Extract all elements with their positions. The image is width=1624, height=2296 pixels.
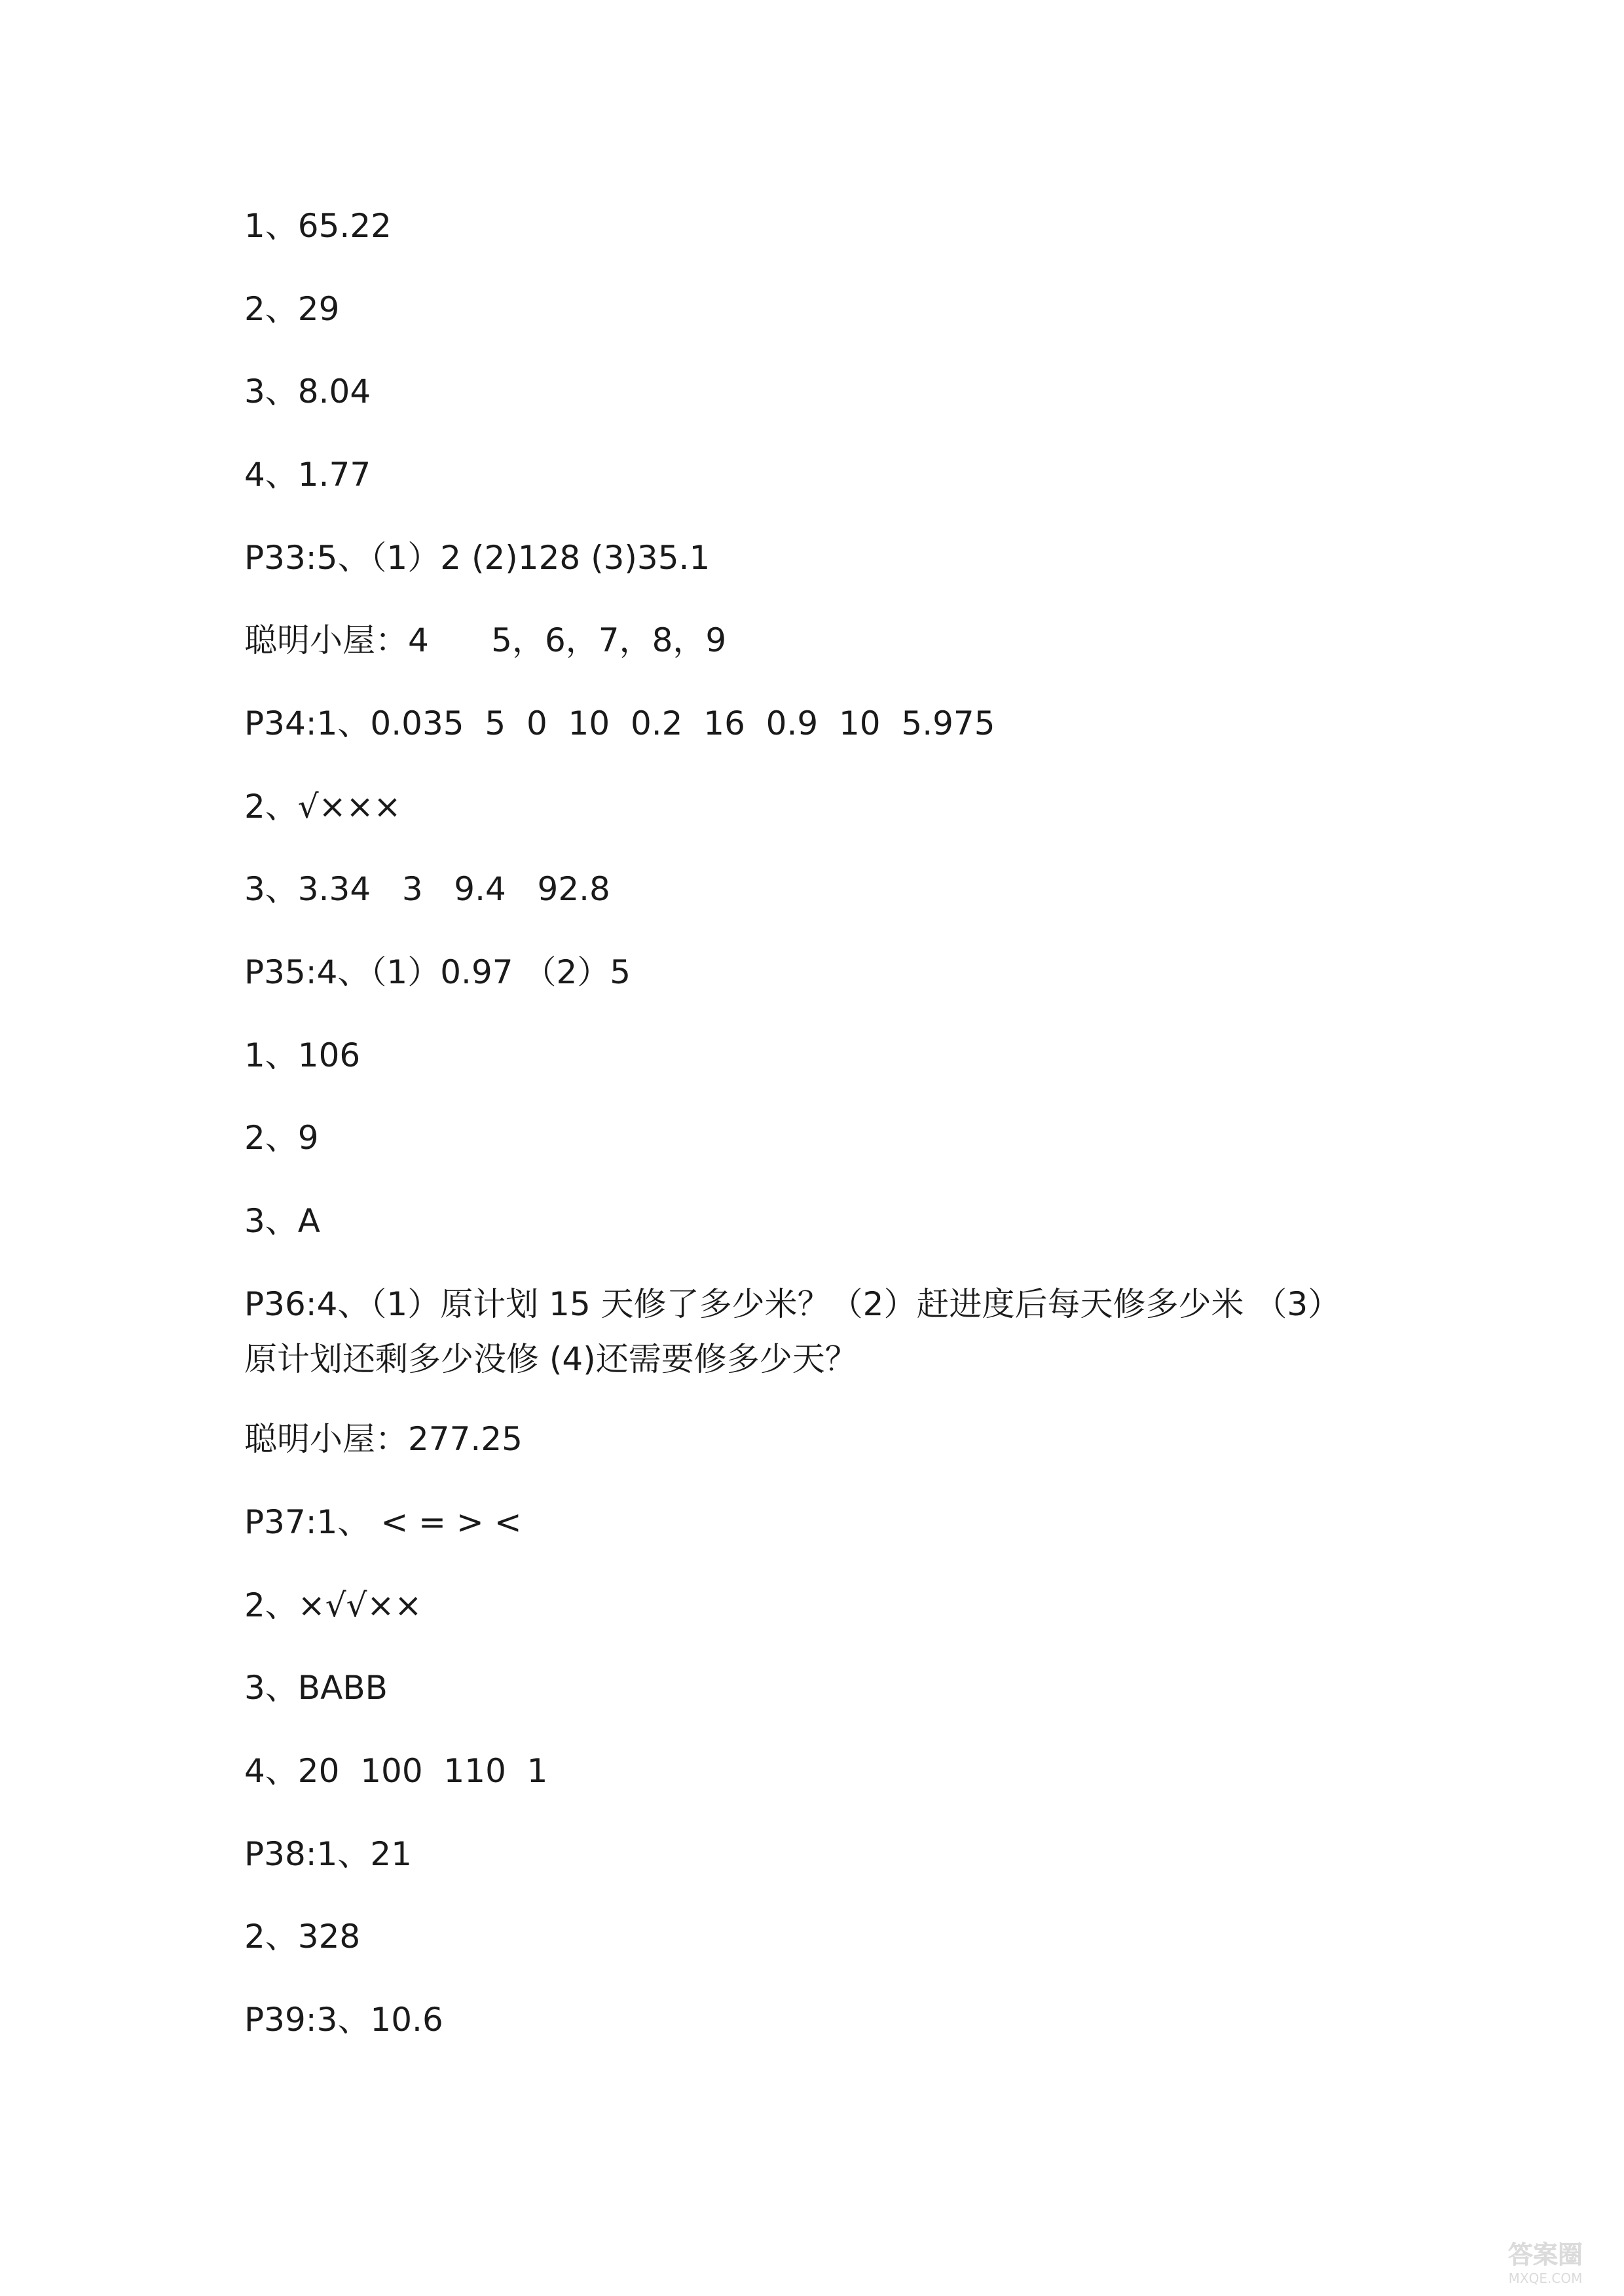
answer-line: 4、1.77 bbox=[244, 456, 371, 494]
answer-line: 2、√××× bbox=[244, 788, 401, 826]
answer-line: 1、65.22 bbox=[244, 207, 392, 245]
answer-line: P37:1、 < = > < bbox=[244, 1503, 522, 1541]
answer-line: P33:5、（1）2 (2)128 (3)35.1 bbox=[244, 539, 710, 577]
answer-line: 聪明小屋：277.25 bbox=[244, 1420, 523, 1458]
answer-line: 3、3.34 3 9.4 92.8 bbox=[244, 870, 610, 908]
answer-line: P38:1、21 bbox=[244, 1835, 413, 1873]
answer-line: 2、328 bbox=[244, 1918, 361, 1956]
answer-line: 1、106 bbox=[244, 1036, 361, 1074]
svg-text:答案圈: 答案圈 bbox=[1507, 2240, 1583, 2269]
watermark-logo bbox=[1480, 2236, 1611, 2288]
answer-line: 3、BABB bbox=[244, 1669, 388, 1707]
answer-line: P34:1、0.035 5 0 10 0.2 16 0.9 10 5.975 bbox=[244, 704, 995, 742]
answer-line: 3、A bbox=[244, 1202, 321, 1240]
watermark-logo-icon bbox=[1480, 2236, 1611, 2288]
answer-line: 2、9 bbox=[244, 1119, 319, 1157]
answer-line: 2、×√√×× bbox=[244, 1586, 422, 1624]
answer-line: 4、20 100 110 1 bbox=[244, 1752, 548, 1790]
answer-line: P35:4、（1）0.97 （2）5 bbox=[244, 953, 631, 991]
svg-text:MXQE.COM: MXQE.COM bbox=[1508, 2270, 1583, 2286]
answer-line: 3、8.04 bbox=[244, 373, 371, 410]
answer-line-wrapped: P36:4、（1）原计划 15 天修了多少米？（2）赶进度后每天修多少米 （3）原计划还剩多少没修 (4)还需要修多少天？ bbox=[244, 1285, 1341, 1378]
answer-line: 2、29 bbox=[244, 290, 340, 328]
answer-line: 聪明小屋：4 5，6，7，8，9 bbox=[244, 621, 727, 659]
answer-line: P39:3、10.6 bbox=[244, 2001, 443, 2039]
